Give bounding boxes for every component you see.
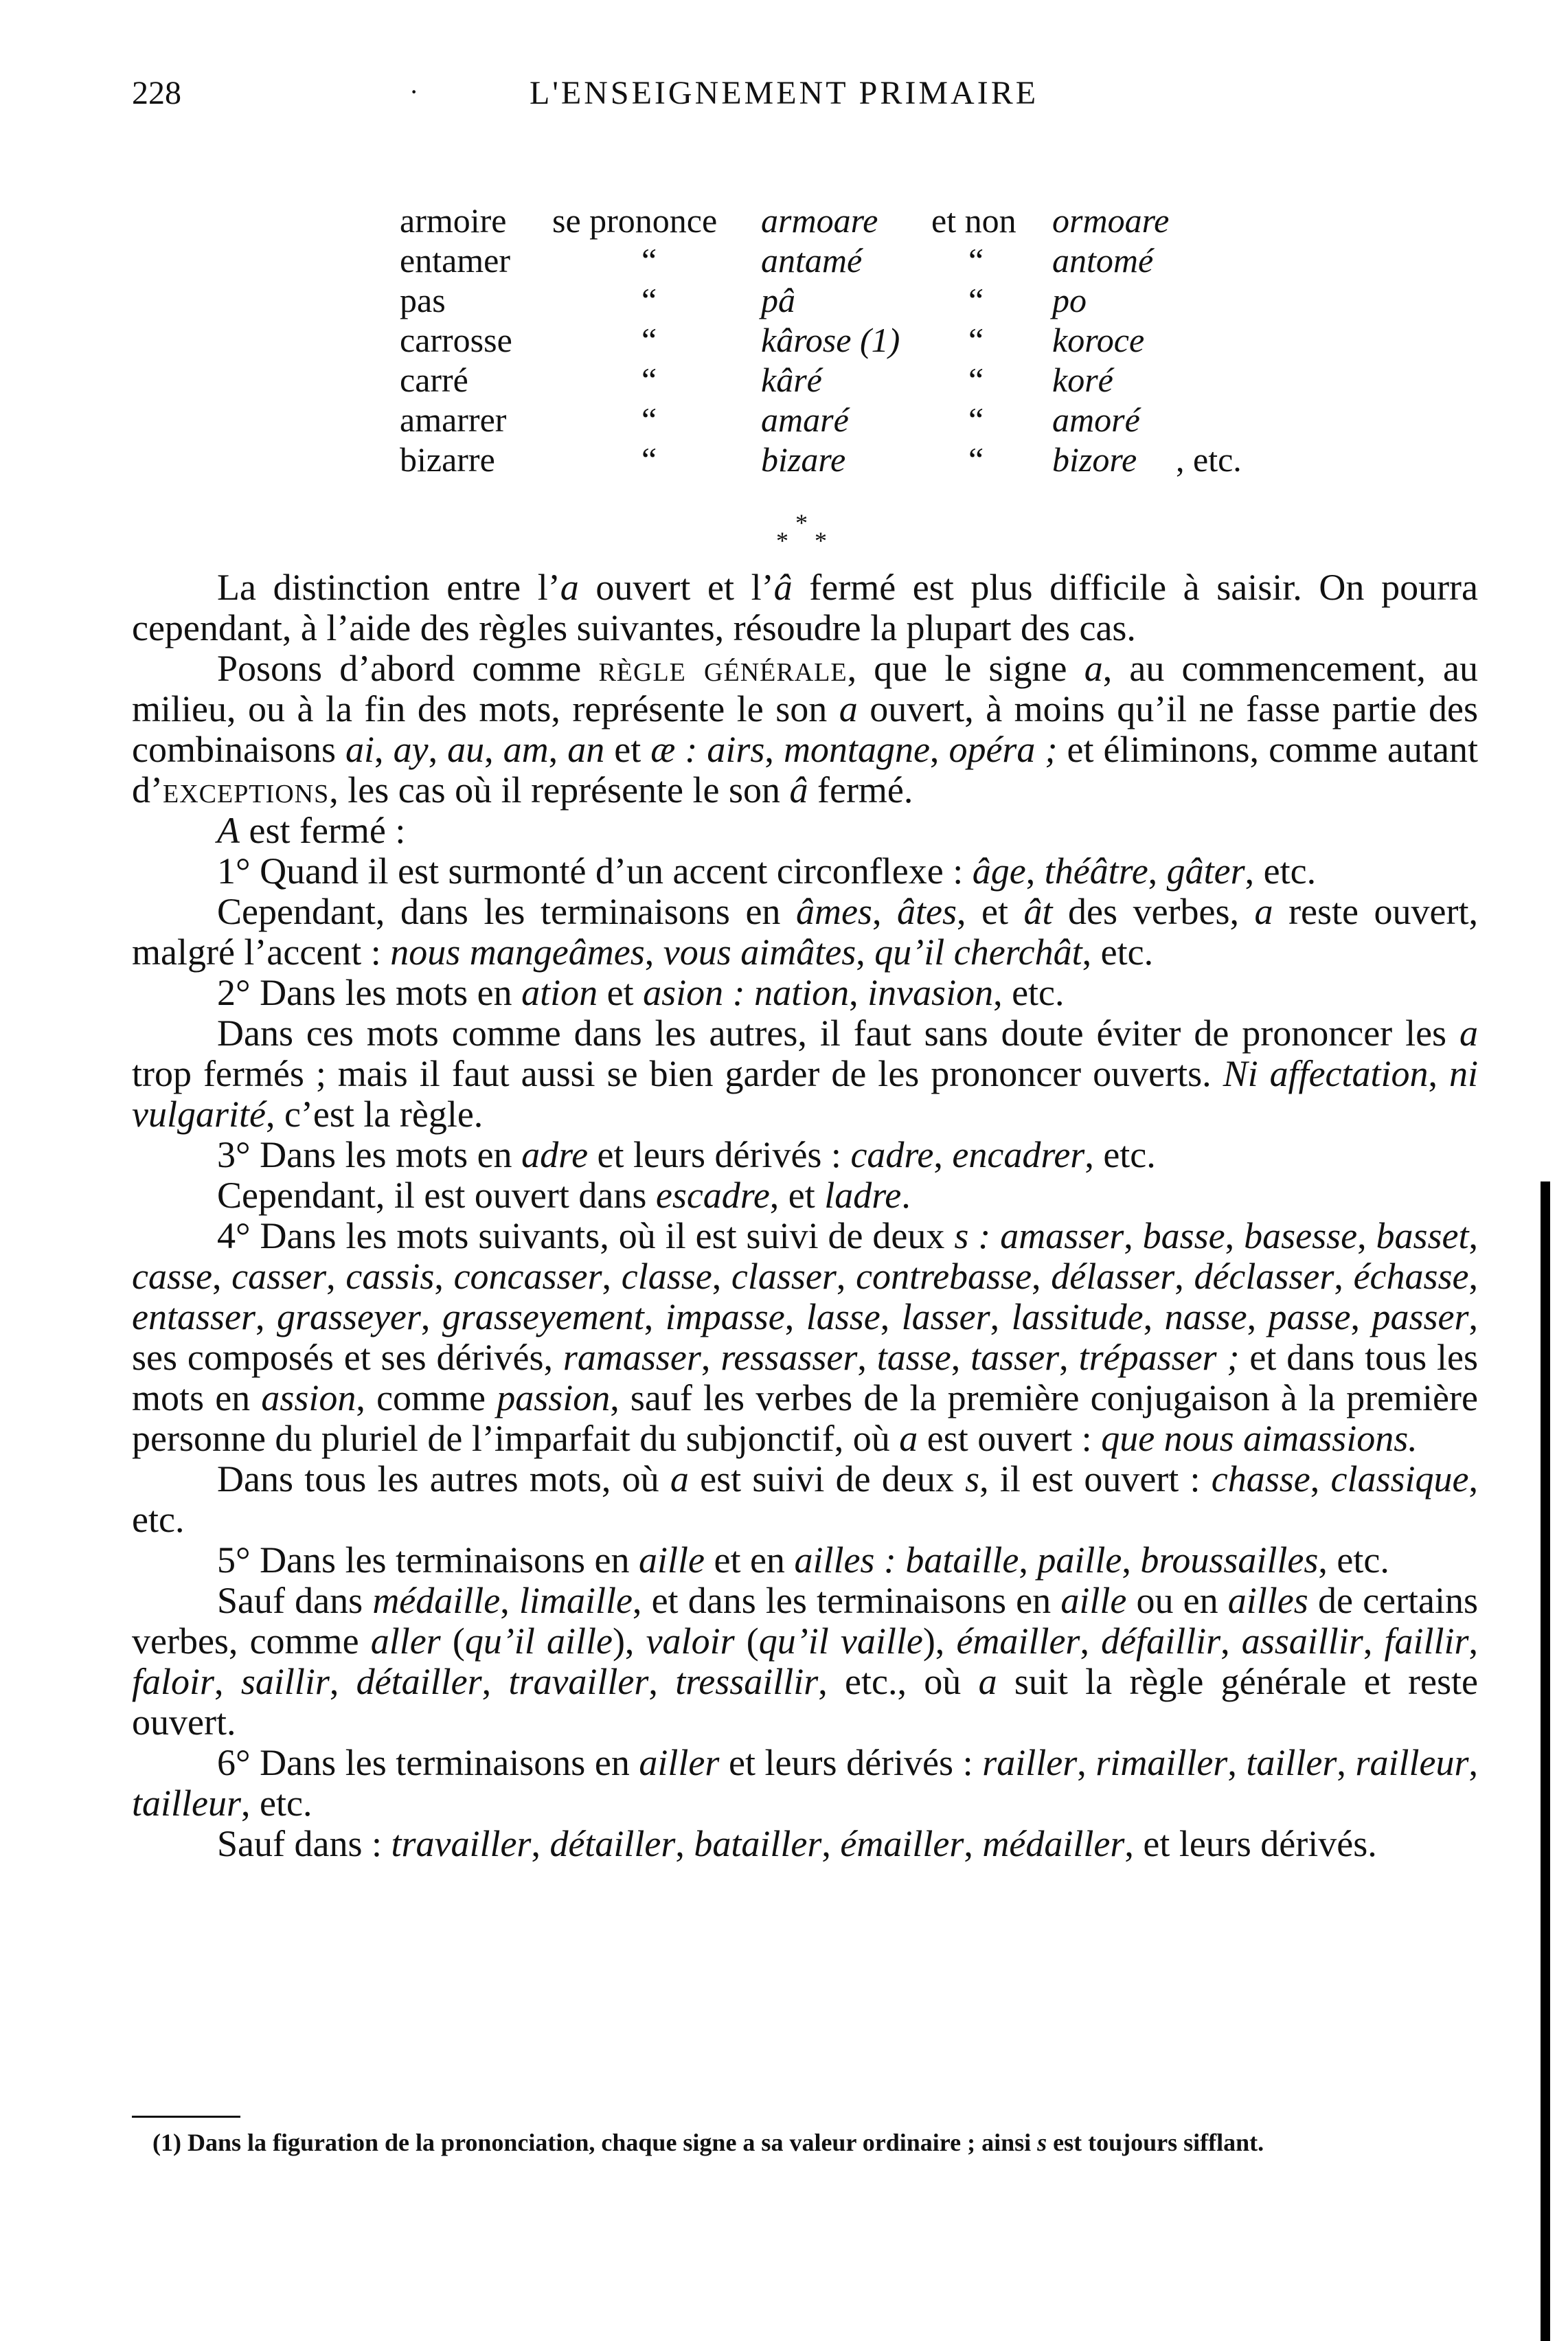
page-header xyxy=(0,74,1568,122)
text-run: ( xyxy=(734,1620,759,1662)
text-run: , xyxy=(1357,1215,1376,1256)
footnote-rule xyxy=(132,2116,240,2118)
text-run: , il est ouvert : xyxy=(979,1458,1212,1500)
text-run: , xyxy=(675,1823,694,1864)
text-run: 4° Dans les mots suivants, où il est suivi de deux xyxy=(217,1215,955,1256)
pronunciation-ditto: “ xyxy=(641,241,657,280)
italic-term: ailler xyxy=(639,1742,720,1783)
italic-term: trépasser ; xyxy=(1078,1337,1240,1378)
italic-term: tressaillir xyxy=(675,1661,819,1702)
text-run: ouvert, à moins qu’il ne fasse partie des combinaisons xyxy=(132,688,1478,770)
page-number: 228 xyxy=(132,75,181,111)
italic-term: détailler xyxy=(549,1823,676,1864)
italic-term: ailles : bataille xyxy=(794,1539,1019,1581)
italic-term: basset xyxy=(1376,1215,1469,1256)
text-run: , xyxy=(1032,1256,1052,1297)
pronunciation-not-pronounced: bizore xyxy=(1052,440,1137,479)
text-run: , xyxy=(1025,850,1045,892)
pronunciation-ditto: “ xyxy=(968,361,984,399)
italic-term: a xyxy=(670,1458,689,1500)
italic-term: travailler xyxy=(508,1661,649,1702)
small-caps-term: règle générale xyxy=(598,648,848,689)
text-run: , xyxy=(1148,850,1167,892)
italic-term: âge xyxy=(972,850,1026,892)
pronunciation-word: bizarre xyxy=(400,440,495,479)
text-run: , xyxy=(856,931,875,973)
italic-term: défaillir xyxy=(1101,1620,1221,1662)
text-run: , xyxy=(1143,1296,1165,1337)
text-run: et xyxy=(598,972,644,1013)
italic-term: faloir xyxy=(132,1661,215,1702)
paragraph xyxy=(132,1013,1478,1135)
italic-term: escadre xyxy=(655,1175,770,1216)
paragraph xyxy=(132,1581,1478,1743)
italic-term: A xyxy=(217,810,240,851)
text-run: est ouvert : xyxy=(918,1418,1102,1459)
text-run: , sauf les verbes de la première conjugaison à la première personne du pluriel de l’imparfait du subjonctif, où xyxy=(132,1377,1478,1459)
italic-term: au xyxy=(447,729,485,770)
pronunciation-conjunction: et non xyxy=(931,201,1016,240)
pronunciation-pronounced: armoare xyxy=(761,201,878,240)
text-run: , xyxy=(500,1580,519,1621)
footnote-text xyxy=(132,2128,1478,2157)
text-run: suit la règle générale et reste ouvert. xyxy=(132,1661,1478,1743)
text-run: , xyxy=(880,1296,902,1337)
text-run: Cependant, dans les terminaisons en xyxy=(217,891,796,932)
text-run: et leurs dérivés : xyxy=(719,1742,983,1783)
text-run: , au commencement, au milieu, ou à la fin des mots, représente le son xyxy=(132,648,1478,730)
paragraph xyxy=(132,811,1478,851)
text-run: , xyxy=(872,891,897,932)
text-run: , xyxy=(548,729,568,770)
italic-term: faillir xyxy=(1384,1620,1469,1662)
italic-term: aller xyxy=(370,1620,441,1662)
pronunciation-not-pronounced: amoré xyxy=(1052,400,1140,439)
italic-term: détailler xyxy=(356,1661,482,1702)
text-run: , xyxy=(1124,1215,1143,1256)
italic-term: aille xyxy=(639,1539,705,1581)
text-run: , xyxy=(602,1256,622,1297)
text-run: , xyxy=(1468,1215,1479,1256)
text-run: ( xyxy=(440,1620,465,1662)
italic-term: paille xyxy=(1037,1539,1122,1581)
italic-term: classer xyxy=(731,1256,837,1297)
italic-term: limaille xyxy=(519,1580,633,1621)
italic-term: â xyxy=(789,769,808,811)
text-run: et xyxy=(604,729,651,770)
paragraph xyxy=(132,1216,1478,1459)
text-run: , xyxy=(374,729,394,770)
body-text xyxy=(132,567,1478,1864)
text-run: , xyxy=(1122,1539,1141,1581)
pronunciation-pronounced: kârose (1) xyxy=(761,321,900,359)
text-run: , xyxy=(712,1256,731,1297)
italic-term: adre xyxy=(521,1134,589,1175)
italic-term: a xyxy=(560,567,579,608)
text-run: et leurs dérivés : xyxy=(588,1134,851,1175)
pronunciation-tail: , etc. xyxy=(1176,440,1242,479)
pronunciation-word: carré xyxy=(400,361,468,399)
text-run: , et leurs dérivés. xyxy=(1124,1823,1377,1864)
text-run: , que le signe xyxy=(847,648,1084,689)
pronunciation-ditto: “ xyxy=(968,440,984,479)
italic-term: railleur xyxy=(1355,1742,1469,1783)
paragraph xyxy=(132,648,1478,811)
italic-term: concasser xyxy=(453,1256,602,1297)
text-run: fermé est plus difficile à saisir. On pourra cependant, à l’aide des règles suivantes, résoudre la plupart des cas. xyxy=(132,567,1478,648)
text-run: , xyxy=(784,1296,806,1337)
small-caps-term: exceptions xyxy=(162,769,330,811)
text-run: , xyxy=(1174,1256,1194,1297)
text-run: , etc. xyxy=(132,1458,1478,1540)
text-run: , et xyxy=(956,891,1024,932)
italic-term: broussailles xyxy=(1140,1539,1319,1581)
pronunciation-ditto: “ xyxy=(968,400,984,439)
italic-term: æ : airs xyxy=(650,729,765,770)
text-run: , xyxy=(1080,1620,1102,1662)
text-run: , etc. xyxy=(241,1783,313,1824)
italic-term: a xyxy=(1084,648,1103,689)
italic-term: s xyxy=(965,1458,980,1500)
text-run: , xyxy=(428,729,448,770)
text-run: , xyxy=(1247,1296,1269,1337)
text-run: de certains verbes, comme xyxy=(132,1580,1478,1662)
text-run: , xyxy=(1019,1539,1038,1581)
italic-term: ay xyxy=(393,729,429,770)
italic-term: cadre xyxy=(850,1134,934,1175)
asterism-star: * xyxy=(776,527,788,554)
italic-term: a xyxy=(1459,1013,1478,1054)
paragraph xyxy=(132,851,1478,892)
italic-term: grasseyement xyxy=(442,1296,644,1337)
pronunciation-not-pronounced: po xyxy=(1052,281,1087,319)
italic-term: entasser xyxy=(132,1296,255,1337)
pronunciation-ditto: “ xyxy=(968,241,984,280)
italic-term: â xyxy=(773,567,793,608)
text-run: , xyxy=(1225,1215,1245,1256)
text-run: , xyxy=(329,1661,356,1702)
text-run: , xyxy=(964,1823,983,1864)
italic-term: a xyxy=(899,1418,918,1459)
pronunciation-not-pronounced: ormoare xyxy=(1052,201,1170,240)
text-run: La distinction entre l’ xyxy=(217,567,560,608)
italic-term: nous mangeâmes xyxy=(390,931,645,973)
italic-term: ladre xyxy=(824,1175,902,1216)
italic-term: ni vulgarité xyxy=(132,1053,1478,1135)
pronunciation-not-pronounced: koroce xyxy=(1052,321,1145,359)
asterism xyxy=(769,508,838,563)
italic-term: aille xyxy=(1060,1580,1127,1621)
text-run: . xyxy=(901,1175,911,1216)
italic-term: médaille xyxy=(372,1580,501,1621)
text-run: 6° Dans les terminaisons en xyxy=(217,1742,639,1783)
italic-term: travailler xyxy=(391,1823,532,1864)
text-run: des verbes, xyxy=(1052,891,1255,932)
text-run: , xyxy=(481,1661,509,1702)
italic-term: a xyxy=(1254,891,1273,932)
pronunciation-ditto: “ xyxy=(641,440,657,479)
pronunciation-pronounced: amaré xyxy=(761,400,849,439)
header-separator: · xyxy=(409,76,419,107)
italic-term: grasseyer xyxy=(276,1296,421,1337)
pronunciation-word: entamer xyxy=(400,241,511,280)
text-run: et dans tous les mots en xyxy=(132,1337,1479,1418)
asterism-star: * xyxy=(815,527,827,554)
italic-term: valoir xyxy=(646,1620,735,1662)
italic-term: classe xyxy=(621,1256,712,1297)
italic-term: ât xyxy=(1023,891,1053,932)
text-run: , xyxy=(764,729,784,770)
italic-term: échasse xyxy=(1353,1256,1469,1297)
text-run: 5° Dans les terminaisons en xyxy=(217,1539,639,1581)
italic-term: âmes xyxy=(795,891,872,932)
italic-term: que nous aimassions. xyxy=(1101,1418,1418,1459)
italic-term: batailler xyxy=(694,1823,822,1864)
italic-term: assion xyxy=(261,1377,356,1418)
text-run: , xyxy=(1310,1458,1331,1500)
text-run: , xyxy=(648,1661,676,1702)
italic-term: invasion xyxy=(867,972,994,1013)
text-run: , xyxy=(326,1256,346,1297)
pronunciation-ditto: “ xyxy=(641,321,657,359)
italic-term: médailler xyxy=(982,1823,1125,1864)
paragraph xyxy=(132,1540,1478,1581)
italic-term: a xyxy=(978,1661,997,1702)
italic-term: Ni affectation xyxy=(1223,1053,1429,1094)
italic-term: rimailler xyxy=(1095,1742,1228,1783)
paragraph xyxy=(132,1175,1478,1216)
text-run: , xyxy=(212,1256,232,1297)
paragraph xyxy=(132,973,1478,1013)
text-run: , xyxy=(1428,1053,1449,1094)
italic-term: casser xyxy=(231,1256,327,1297)
paragraph xyxy=(132,1459,1478,1540)
italic-term: ressasser xyxy=(720,1337,858,1378)
italic-term: qu’il aille xyxy=(464,1620,613,1662)
paragraph xyxy=(132,1135,1478,1175)
italic-term: qu’il cherchât xyxy=(874,931,1082,973)
pronunciation-not-pronounced: antomé xyxy=(1052,241,1154,280)
text-run: , xyxy=(255,1296,277,1337)
italic-term: railler xyxy=(982,1742,1078,1783)
pronunciation-word: carrosse xyxy=(400,321,512,359)
italic-term: ramasser xyxy=(563,1337,701,1378)
text-run: , xyxy=(214,1661,241,1702)
italic-term: théâtre xyxy=(1044,850,1148,892)
text-run: Cependant, il est ouvert dans xyxy=(217,1175,656,1216)
text-run: Sauf dans : xyxy=(217,1823,391,1864)
pronunciation-ditto: “ xyxy=(641,361,657,399)
italic-term: an xyxy=(567,729,605,770)
pronunciation-ditto: “ xyxy=(641,281,657,319)
italic-term: saillir xyxy=(240,1661,330,1702)
footnote xyxy=(132,2128,1478,2157)
text-run: , xyxy=(1059,1337,1079,1378)
paragraph xyxy=(132,1824,1478,1864)
text-run: est fermé : xyxy=(240,810,406,851)
italic-term: nasse xyxy=(1164,1296,1247,1337)
text-run: , xyxy=(929,729,949,770)
running-title: L'ENSEIGNEMENT PRIMAIRE xyxy=(529,75,1039,111)
italic-term: passer xyxy=(1372,1296,1469,1337)
italic-term: lassitude xyxy=(1011,1296,1144,1337)
text-run: , xyxy=(1468,1620,1478,1662)
pronunciation-pronounced: bizare xyxy=(761,440,846,479)
text-run: , et xyxy=(769,1175,825,1216)
text-run: , xyxy=(933,1134,953,1175)
italic-term: s : amasser xyxy=(954,1215,1124,1256)
text-run: ), xyxy=(922,1620,957,1662)
text-run: est toujours sifflant. xyxy=(1047,2129,1264,2156)
text-run: 1° Quand il est surmonté d’un accent circonflexe : xyxy=(217,850,973,892)
italic-term: impasse xyxy=(665,1296,785,1337)
text-run: Dans ces mots comme dans les autres, il faut sans doute éviter de prononcer les xyxy=(217,1013,1459,1054)
text-run: , etc. xyxy=(1082,931,1154,973)
italic-term: a xyxy=(839,688,858,730)
text-run: reste ouvert, malgré l’accent : xyxy=(132,891,1478,973)
asterism-star: * xyxy=(795,509,808,536)
italic-term: chasse xyxy=(1211,1458,1310,1500)
italic-term: ation xyxy=(521,972,598,1013)
italic-term: am xyxy=(503,729,549,770)
text-run: , xyxy=(644,931,663,973)
text-run: , xyxy=(644,1296,666,1337)
italic-term: cassis xyxy=(345,1256,435,1297)
text-run: , xyxy=(1363,1620,1385,1662)
text-run: et éliminons, comme autant d’ xyxy=(132,729,1478,811)
italic-term: asion : nation xyxy=(643,972,850,1013)
text-run: (1) Dans la figuration de la prononciation, chaque signe a sa valeur ordinaire ; ainsi xyxy=(152,2129,1038,2156)
italic-term: délasser xyxy=(1051,1256,1175,1297)
text-run: , etc. xyxy=(1245,850,1317,892)
paragraph xyxy=(132,1743,1478,1824)
pronunciation-pronounced: pâ xyxy=(761,281,795,319)
text-run: , xyxy=(1468,1256,1479,1297)
text-run: , les cas où il représente le son xyxy=(329,769,790,811)
text-run: , xyxy=(990,1296,1012,1337)
text-run: 3° Dans les mots en xyxy=(217,1134,522,1175)
pronunciation-word: amarrer xyxy=(400,400,507,439)
italic-term: émailler xyxy=(840,1823,964,1864)
text-run: , comme xyxy=(356,1377,497,1418)
paragraph xyxy=(132,567,1478,648)
text-run: , etc., où xyxy=(818,1661,979,1702)
text-run: , xyxy=(1334,1256,1354,1297)
italic-term: classique xyxy=(1330,1458,1469,1500)
pronunciation-ditto: “ xyxy=(968,281,984,319)
italic-term: ailles xyxy=(1227,1580,1308,1621)
italic-term: lasser xyxy=(901,1296,990,1337)
pronunciation-pronounced: kâré xyxy=(761,361,822,399)
text-run: , etc. xyxy=(1318,1539,1389,1581)
text-run: , xyxy=(836,1256,856,1297)
text-run: est suivi de deux xyxy=(688,1458,966,1500)
italic-term: montagne xyxy=(783,729,930,770)
text-run: Posons d’abord comme xyxy=(217,648,599,689)
italic-term: qu’il vaille xyxy=(758,1620,923,1662)
italic-term: contrebasse xyxy=(856,1256,1032,1297)
pronunciation-ditto: “ xyxy=(641,400,657,439)
pronunciation-pronounced: antamé xyxy=(761,241,863,280)
text-run: , xyxy=(434,1256,454,1297)
italic-term: passion xyxy=(497,1377,611,1418)
text-run: , xyxy=(484,729,503,770)
text-run: , xyxy=(849,972,868,1013)
text-run: , xyxy=(1077,1742,1096,1783)
italic-term: basesse xyxy=(1244,1215,1358,1256)
italic-term: casse xyxy=(132,1256,212,1297)
italic-term: passe xyxy=(1268,1296,1351,1337)
text-run: , xyxy=(701,1337,721,1378)
scan-margin-bar xyxy=(1541,1181,1550,2341)
pronunciation-word: pas xyxy=(400,281,446,319)
text-run: , xyxy=(821,1823,841,1864)
text-run: 2° Dans les mots en xyxy=(217,972,522,1013)
text-run: trop fermés ; mais il faut aussi se bien garder de les prononcer ouverts. xyxy=(132,1053,1223,1094)
text-run: , xyxy=(1468,1742,1479,1783)
text-run: ou en xyxy=(1126,1580,1228,1621)
text-run: , xyxy=(1337,1742,1356,1783)
text-run: , etc. xyxy=(993,972,1065,1013)
text-run: , xyxy=(531,1823,550,1864)
text-run: , xyxy=(951,1337,971,1378)
italic-term: tasse xyxy=(876,1337,951,1378)
italic-term: assaillir xyxy=(1241,1620,1363,1662)
italic-term: encadrer xyxy=(952,1134,1085,1175)
text-run: , ses composés et ses dérivés, xyxy=(132,1296,1478,1378)
italic-term: lasse xyxy=(806,1296,880,1337)
pronunciation-word: armoire xyxy=(400,201,507,240)
italic-term: tailler xyxy=(1246,1742,1337,1783)
italic-term: tailleur xyxy=(132,1783,241,1824)
text-run: , etc. xyxy=(1084,1134,1156,1175)
text-run: et en xyxy=(704,1539,795,1581)
italic-term: ai xyxy=(345,729,375,770)
text-run: , et dans les terminaisons en xyxy=(632,1580,1061,1621)
italic-term: s xyxy=(1037,2129,1047,2156)
text-run: , xyxy=(1220,1620,1242,1662)
text-run: ), xyxy=(612,1620,646,1662)
italic-term: âtes xyxy=(896,891,957,932)
italic-term: émailler xyxy=(956,1620,1080,1662)
text-run: , xyxy=(1227,1742,1247,1783)
italic-term: déclasser xyxy=(1194,1256,1334,1297)
italic-term: basse xyxy=(1142,1215,1225,1256)
text-run: Sauf dans xyxy=(217,1580,373,1621)
pronunciation-not-pronounced: koré xyxy=(1052,361,1113,399)
text-run: , xyxy=(1350,1296,1372,1337)
text-run: fermé. xyxy=(808,769,913,811)
text-run: Dans tous les autres mots, où xyxy=(217,1458,670,1500)
paragraph xyxy=(132,892,1478,973)
italic-term: gâter xyxy=(1166,850,1245,892)
italic-term: vous aimâtes xyxy=(663,931,856,973)
italic-term: tasser xyxy=(970,1337,1060,1378)
text-run: , xyxy=(420,1296,442,1337)
text-run: , xyxy=(857,1337,877,1378)
pronunciation-ditto: “ xyxy=(968,321,984,359)
italic-term: opéra ; xyxy=(948,729,1058,770)
text-run: ouvert et l’ xyxy=(578,567,774,608)
pronunciation-label: se prononce xyxy=(552,201,718,240)
text-run: , c’est la règle. xyxy=(265,1094,484,1135)
